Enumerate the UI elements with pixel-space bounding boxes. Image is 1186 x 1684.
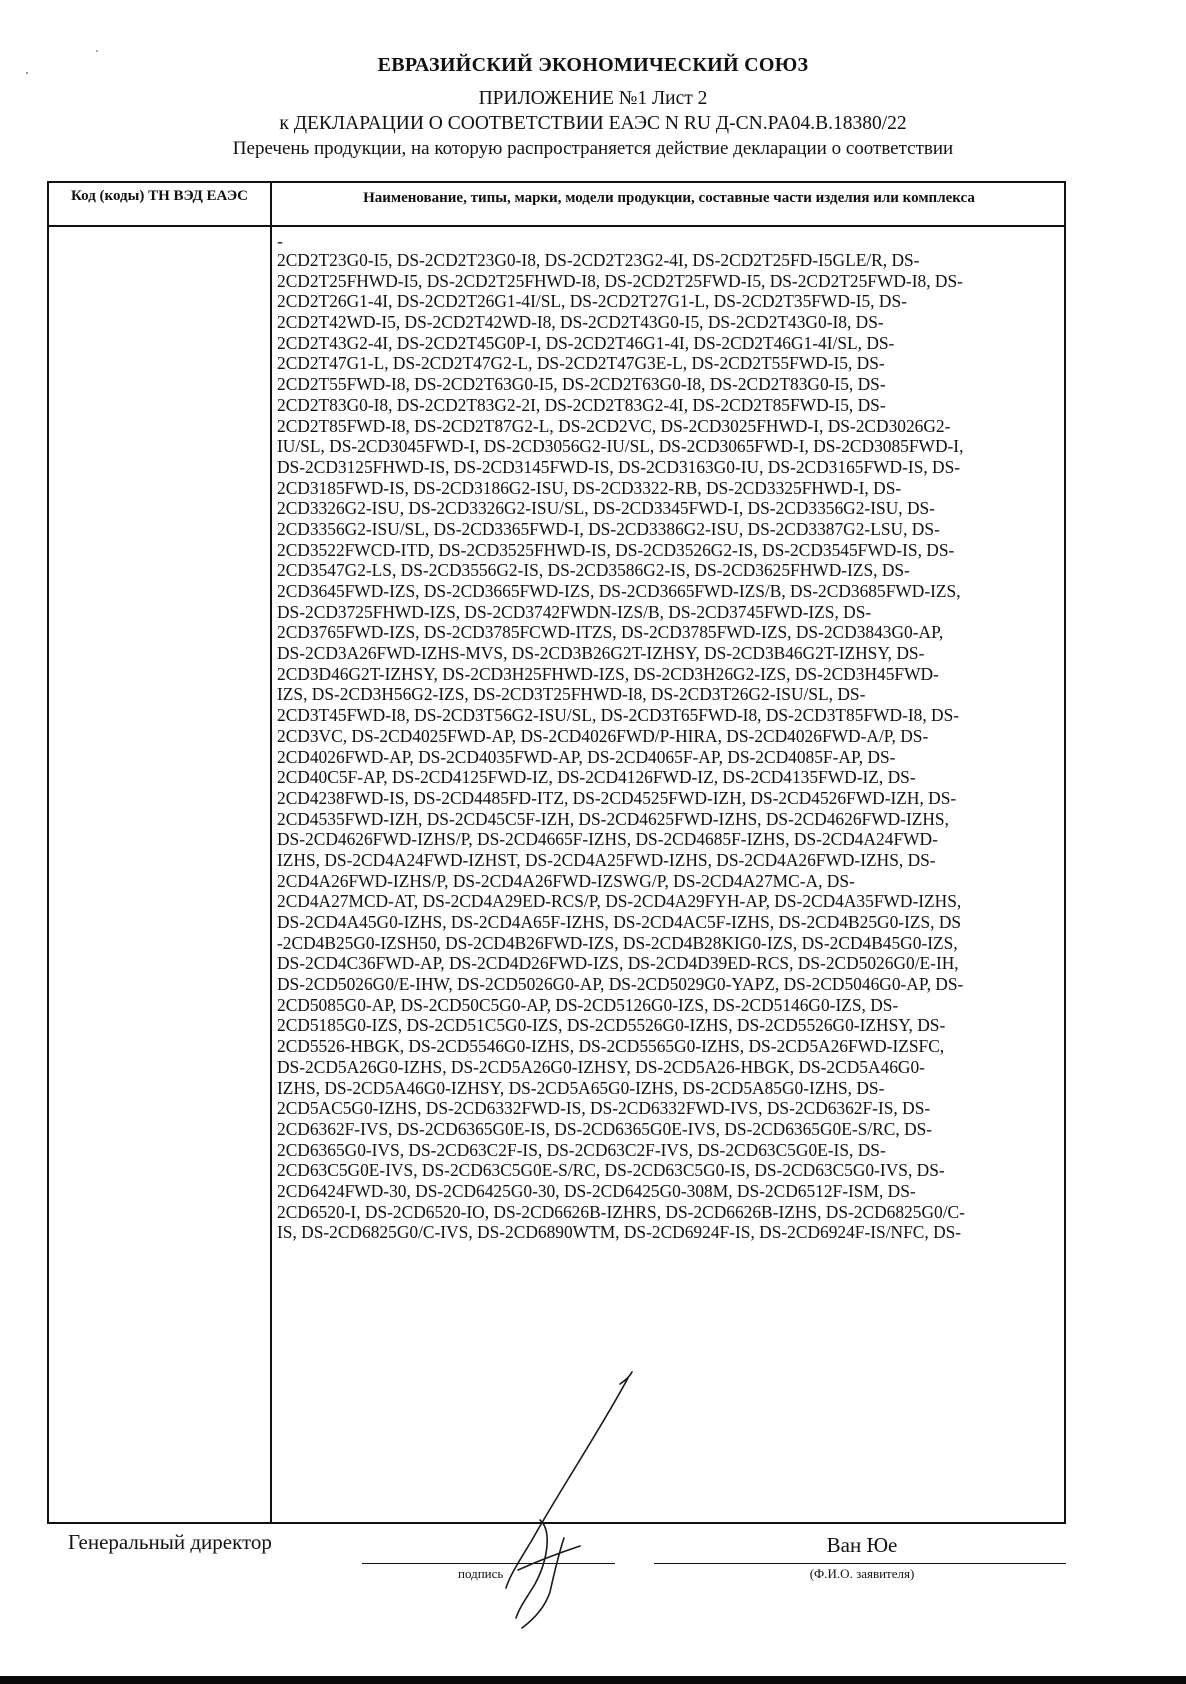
product-line: 2CD2T26G1-4I, DS-2CD2T26G1-4I/SL, DS-2CD2T27G1-L, DS-2CD2T35FWD-I5, DS- bbox=[277, 291, 907, 312]
product-line: 2CD2T55FWD-I8, DS-2CD2T63G0-I5, DS-2CD2T63G0-I8, DS-2CD2T83G0-I5, DS- bbox=[277, 374, 886, 395]
product-line: 2CD40C5F-AP, DS-2CD4125FWD-IZ, DS-2CD4126FWD-IZ, DS-2CD4135FWD-IZ, DS- bbox=[277, 767, 916, 788]
handwritten-signature bbox=[480, 1370, 640, 1630]
declaration-line: к ДЕКЛАРАЦИИ О СООТВЕТСТВИИ ЕАЭС N RU Д-CN.PA04.B.18380/22 bbox=[279, 113, 907, 134]
product-line: 2CD2T42WD-I5, DS-2CD2T42WD-I8, DS-2CD2T43G0-I5, DS-2CD2T43G0-I8, DS- bbox=[277, 312, 884, 333]
product-line: 2CD4A27MCD-AT, DS-2CD4A29ED-RCS/P, DS-2CD4A29FYH-AP, DS-2CD4A35FWD-IZHS, bbox=[277, 891, 962, 912]
product-line: 2CD2T83G0-I8, DS-2CD2T83G2-2I, DS-2CD2T83G2-4I, DS-2CD2T85FWD-I5, DS- bbox=[277, 394, 886, 415]
product-line: 2CD2T43G2-4I, DS-2CD2T45G0P-I, DS-2CD2T46G1-4I, DS-2CD2T46G1-4I/SL, DS- bbox=[277, 332, 895, 353]
hs-code-column-header: Код (коды) ТН ВЭД ЕАЭС bbox=[71, 188, 248, 204]
product-line: 2CD3D46G2T-IZHSY, DS-2CD3H25FHWD-IZS, DS-2CD3H26G2-IZS, DS-2CD3H45FWD- bbox=[277, 663, 939, 684]
scan-bottom-edge bbox=[0, 1676, 1186, 1684]
product-line: 2CD3185FWD-IS, DS-2CD3186G2-ISU, DS-2CD3322-RB, DS-2CD3325FHWD-I, DS- bbox=[277, 477, 902, 498]
product-line: 2CD2T47G1-L, DS-2CD2T47G2-L, DS-2CD2T47G3E-L, DS-2CD2T55FWD-I5, DS- bbox=[277, 353, 885, 374]
product-line: 2CD2T25FHWD-I5, DS-2CD2T25FHWD-I8, DS-2CD2T25FWD-I5, DS-2CD2T25FWD-I8, DS- bbox=[277, 270, 963, 291]
product-line: 2CD5AC5G0-IZHS, DS-2CD6332FWD-IS, DS-2CD6332FWD-IVS, DS-2CD6362F-IS, DS- bbox=[277, 1098, 931, 1119]
name-caption: (Ф.И.О. заявителя) bbox=[809, 1566, 915, 1581]
product-line: DS-2CD5A26G0-IZHS, DS-2CD5A26G0-IZHSY, DS-2CD5A26-HBGK, DS-2CD5A46G0- bbox=[277, 1056, 925, 1077]
product-line: IZHS, DS-2CD5A46G0-IZHSY, DS-2CD5A65G0-IZHS, DS-2CD5A85G0-IZHS, DS- bbox=[277, 1077, 885, 1098]
product-line: -2CD4B25G0-IZSH50, DS-2CD4B26FWD-IZS, DS-2CD4B28KIG0-IZS, DS-2CD4B45G0-IZS, bbox=[277, 932, 958, 953]
signer-name: Ван Юе bbox=[826, 1533, 898, 1557]
product-line: DS-2CD3125FHWD-IS, DS-2CD3145FWD-IS, DS-2CD3163G0-IU, DS-2CD3165FWD-IS, DS- bbox=[277, 456, 961, 477]
product-line: 2CD4026FWD-AP, DS-2CD4035FWD-AP, DS-2CD4065F-AP, DS-2CD4085F-AP, DS- bbox=[277, 746, 896, 767]
product-prefix: - bbox=[277, 231, 283, 251]
signer-title: Генеральный директор bbox=[68, 1530, 272, 1554]
product-line: DS-2CD4C36FWD-AP, DS-2CD4D26FWD-IZS, DS-2CD4D39ED-RCS, DS-2CD5026G0/E-IH, bbox=[277, 953, 959, 974]
product-line: DS-2CD3725FHWD-IZS, DS-2CD3742FWDN-IZS/B, DS-2CD3745FWD-IZS, DS- bbox=[277, 601, 872, 622]
union-title: ЕВРАЗИЙСКИЙ ЭКОНОМИЧЕСКИЙ СОЮЗ bbox=[377, 54, 809, 76]
products-table bbox=[47, 181, 1066, 1524]
product-line: 2CD6520-I, DS-2CD6520-IO, DS-2CD6626B-IZHRS, DS-2CD6626B-IZHS, DS-2CD6825G0/C- bbox=[277, 1201, 965, 1222]
product-line: 2CD3T45FWD-I8, DS-2CD3T56G2-ISU/SL, DS-2CD3T65FWD-I8, DS-2CD3T85FWD-I8, DS- bbox=[277, 705, 960, 726]
product-list bbox=[277, 250, 1062, 1243]
product-line: 2CD2T23G0-I5, DS-2CD2T23G0-I8, DS-2CD2T23G2-4I, DS-2CD2T25FD-I5GLE/R, DS- bbox=[277, 250, 920, 270]
column-divider bbox=[270, 183, 272, 1522]
scan-speck bbox=[96, 50, 98, 52]
product-line: 2CD3765FWD-IZS, DS-2CD3785FCWD-ITZS, DS-2CD3785FWD-IZS, DS-2CD3843G0-AP, bbox=[277, 622, 944, 643]
product-line: 2CD6362F-IVS, DS-2CD6365G0E-IS, DS-2CD6365G0E-IVS, DS-2CD6365G0E-S/RC, DS- bbox=[277, 1118, 933, 1139]
product-line: 2CD2T85FWD-I8, DS-2CD2T87G2-L, DS-2CD2VC, DS-2CD3025FHWD-I, DS-2CD3026G2- bbox=[277, 415, 951, 436]
product-line: IU/SL, DS-2CD3045FWD-I, DS-2CD3056G2-IU/SL, DS-2CD3065FWD-I, DS-2CD3085FWD-I, bbox=[277, 436, 964, 457]
product-line: IZS, DS-2CD3H56G2-IZS, DS-2CD3T25FHWD-I8, DS-2CD3T26G2-ISU/SL, DS- bbox=[277, 684, 866, 705]
product-column-header: Наименование, типы, марки, модели продукции, составные части изделия или комплекса bbox=[363, 190, 975, 206]
product-line: DS-2CD4626FWD-IZHS/P, DS-2CD4665F-IZHS, DS-2CD4685F-IZHS, DS-2CD4A24FWD- bbox=[277, 829, 938, 850]
name-line bbox=[654, 1563, 1066, 1564]
product-line: DS-2CD3A26FWD-IZHS-MVS, DS-2CD3B26G2T-IZHSY, DS-2CD3B46G2T-IZHSY, DS- bbox=[277, 643, 925, 664]
product-line: 2CD3522FWCD-ITD, DS-2CD3525FHWD-IS, DS-2CD3526G2-IS, DS-2CD3545FWD-IS, DS- bbox=[277, 539, 955, 560]
scope-line: Перечень продукции, на которую распространяется действие декларации о соответствии bbox=[232, 138, 954, 159]
product-line: 2CD6424FWD-30, DS-2CD6425G0-30, DS-2CD6425G0-308M, DS-2CD6512F-ISM, DS- bbox=[277, 1180, 916, 1201]
product-line: 2CD3VC, DS-2CD4025FWD-AP, DS-2CD4026FWD/P-HIRA, DS-2CD4026FWD-A/P, DS- bbox=[277, 725, 929, 746]
header-divider bbox=[49, 225, 1064, 227]
product-line: 2CD3645FWD-IZS, DS-2CD3665FWD-IZS, DS-2CD3665FWD-IZS/B, DS-2CD3685FWD-IZS, bbox=[277, 581, 961, 601]
product-line: 2CD4535FWD-IZH, DS-2CD45C5F-IZH, DS-2CD4625FWD-IZHS, DS-2CD4626FWD-IZHS, bbox=[277, 808, 949, 829]
product-line: 2CD3356G2-ISU/SL, DS-2CD3365FWD-I, DS-2CD3386G2-ISU, DS-2CD3387G2-LSU, DS- bbox=[277, 518, 940, 539]
product-line: 2CD63C5G0E-IVS, DS-2CD63C5G0E-S/RC, DS-2CD63C5G0-IS, DS-2CD63C5G0-IVS, DS- bbox=[277, 1160, 945, 1181]
product-line: 2CD4A26FWD-IZHS/P, DS-2CD4A26FWD-IZSWG/P, DS-2CD4A27MC-A, DS- bbox=[277, 870, 855, 891]
appendix-line: ПРИЛОЖЕНИЕ №1 Лист 2 bbox=[478, 88, 708, 109]
product-line: IZHS, DS-2CD4A24FWD-IZHST, DS-2CD4A25FWD-IZHS, DS-2CD4A26FWD-IZHS, DS- bbox=[277, 849, 936, 870]
product-line: 2CD5085G0-AP, DS-2CD50C5G0-AP, DS-2CD5126G0-IZS, DS-2CD5146G0-IZS, DS- bbox=[277, 994, 899, 1015]
product-line: 2CD3326G2-ISU, DS-2CD3326G2-ISU/SL, DS-2CD3345FWD-I, DS-2CD3356G2-ISU, DS- bbox=[277, 498, 935, 519]
product-line: DS-2CD5026G0/E-IHW, DS-2CD5026G0-AP, DS-2CD5029G0-YAPZ, DS-2CD5046G0-AP, DS- bbox=[277, 974, 964, 995]
product-line: 2CD3547G2-LS, DS-2CD3556G2-IS, DS-2CD3586G2-IS, DS-2CD3625FHWD-IZS, DS- bbox=[277, 560, 910, 581]
product-line: 2CD5185G0-IZS, DS-2CD51C5G0-IZS, DS-2CD5526G0-IZHS, DS-2CD5526G0-IZHSY, DS- bbox=[277, 1015, 946, 1036]
product-line: 2CD5526-HBGK, DS-2CD5546G0-IZHS, DS-2CD5565G0-IZHS, DS-2CD5A26FWD-IZSFC, bbox=[277, 1036, 945, 1057]
product-line: 2CD4238FWD-IS, DS-2CD4485FD-ITZ, DS-2CD4525FWD-IZH, DS-2CD4526FWD-IZH, DS- bbox=[277, 787, 957, 808]
product-line: IS, DS-2CD6825G0/C-IVS, DS-2CD6890WTM, DS-2CD6924F-IS, DS-2CD6924F-IS/NFC, DS- bbox=[277, 1222, 962, 1243]
product-line: 2CD6365G0-IVS, DS-2CD63C2F-IS, DS-2CD63C2F-IVS, DS-2CD63C5G0E-IS, DS- bbox=[277, 1139, 886, 1160]
product-line: DS-2CD4A45G0-IZHS, DS-2CD4A65F-IZHS, DS-2CD4AC5F-IZHS, DS-2CD4B25G0-IZS, DS bbox=[277, 912, 962, 932]
signature-caption: подпись bbox=[458, 1566, 504, 1581]
